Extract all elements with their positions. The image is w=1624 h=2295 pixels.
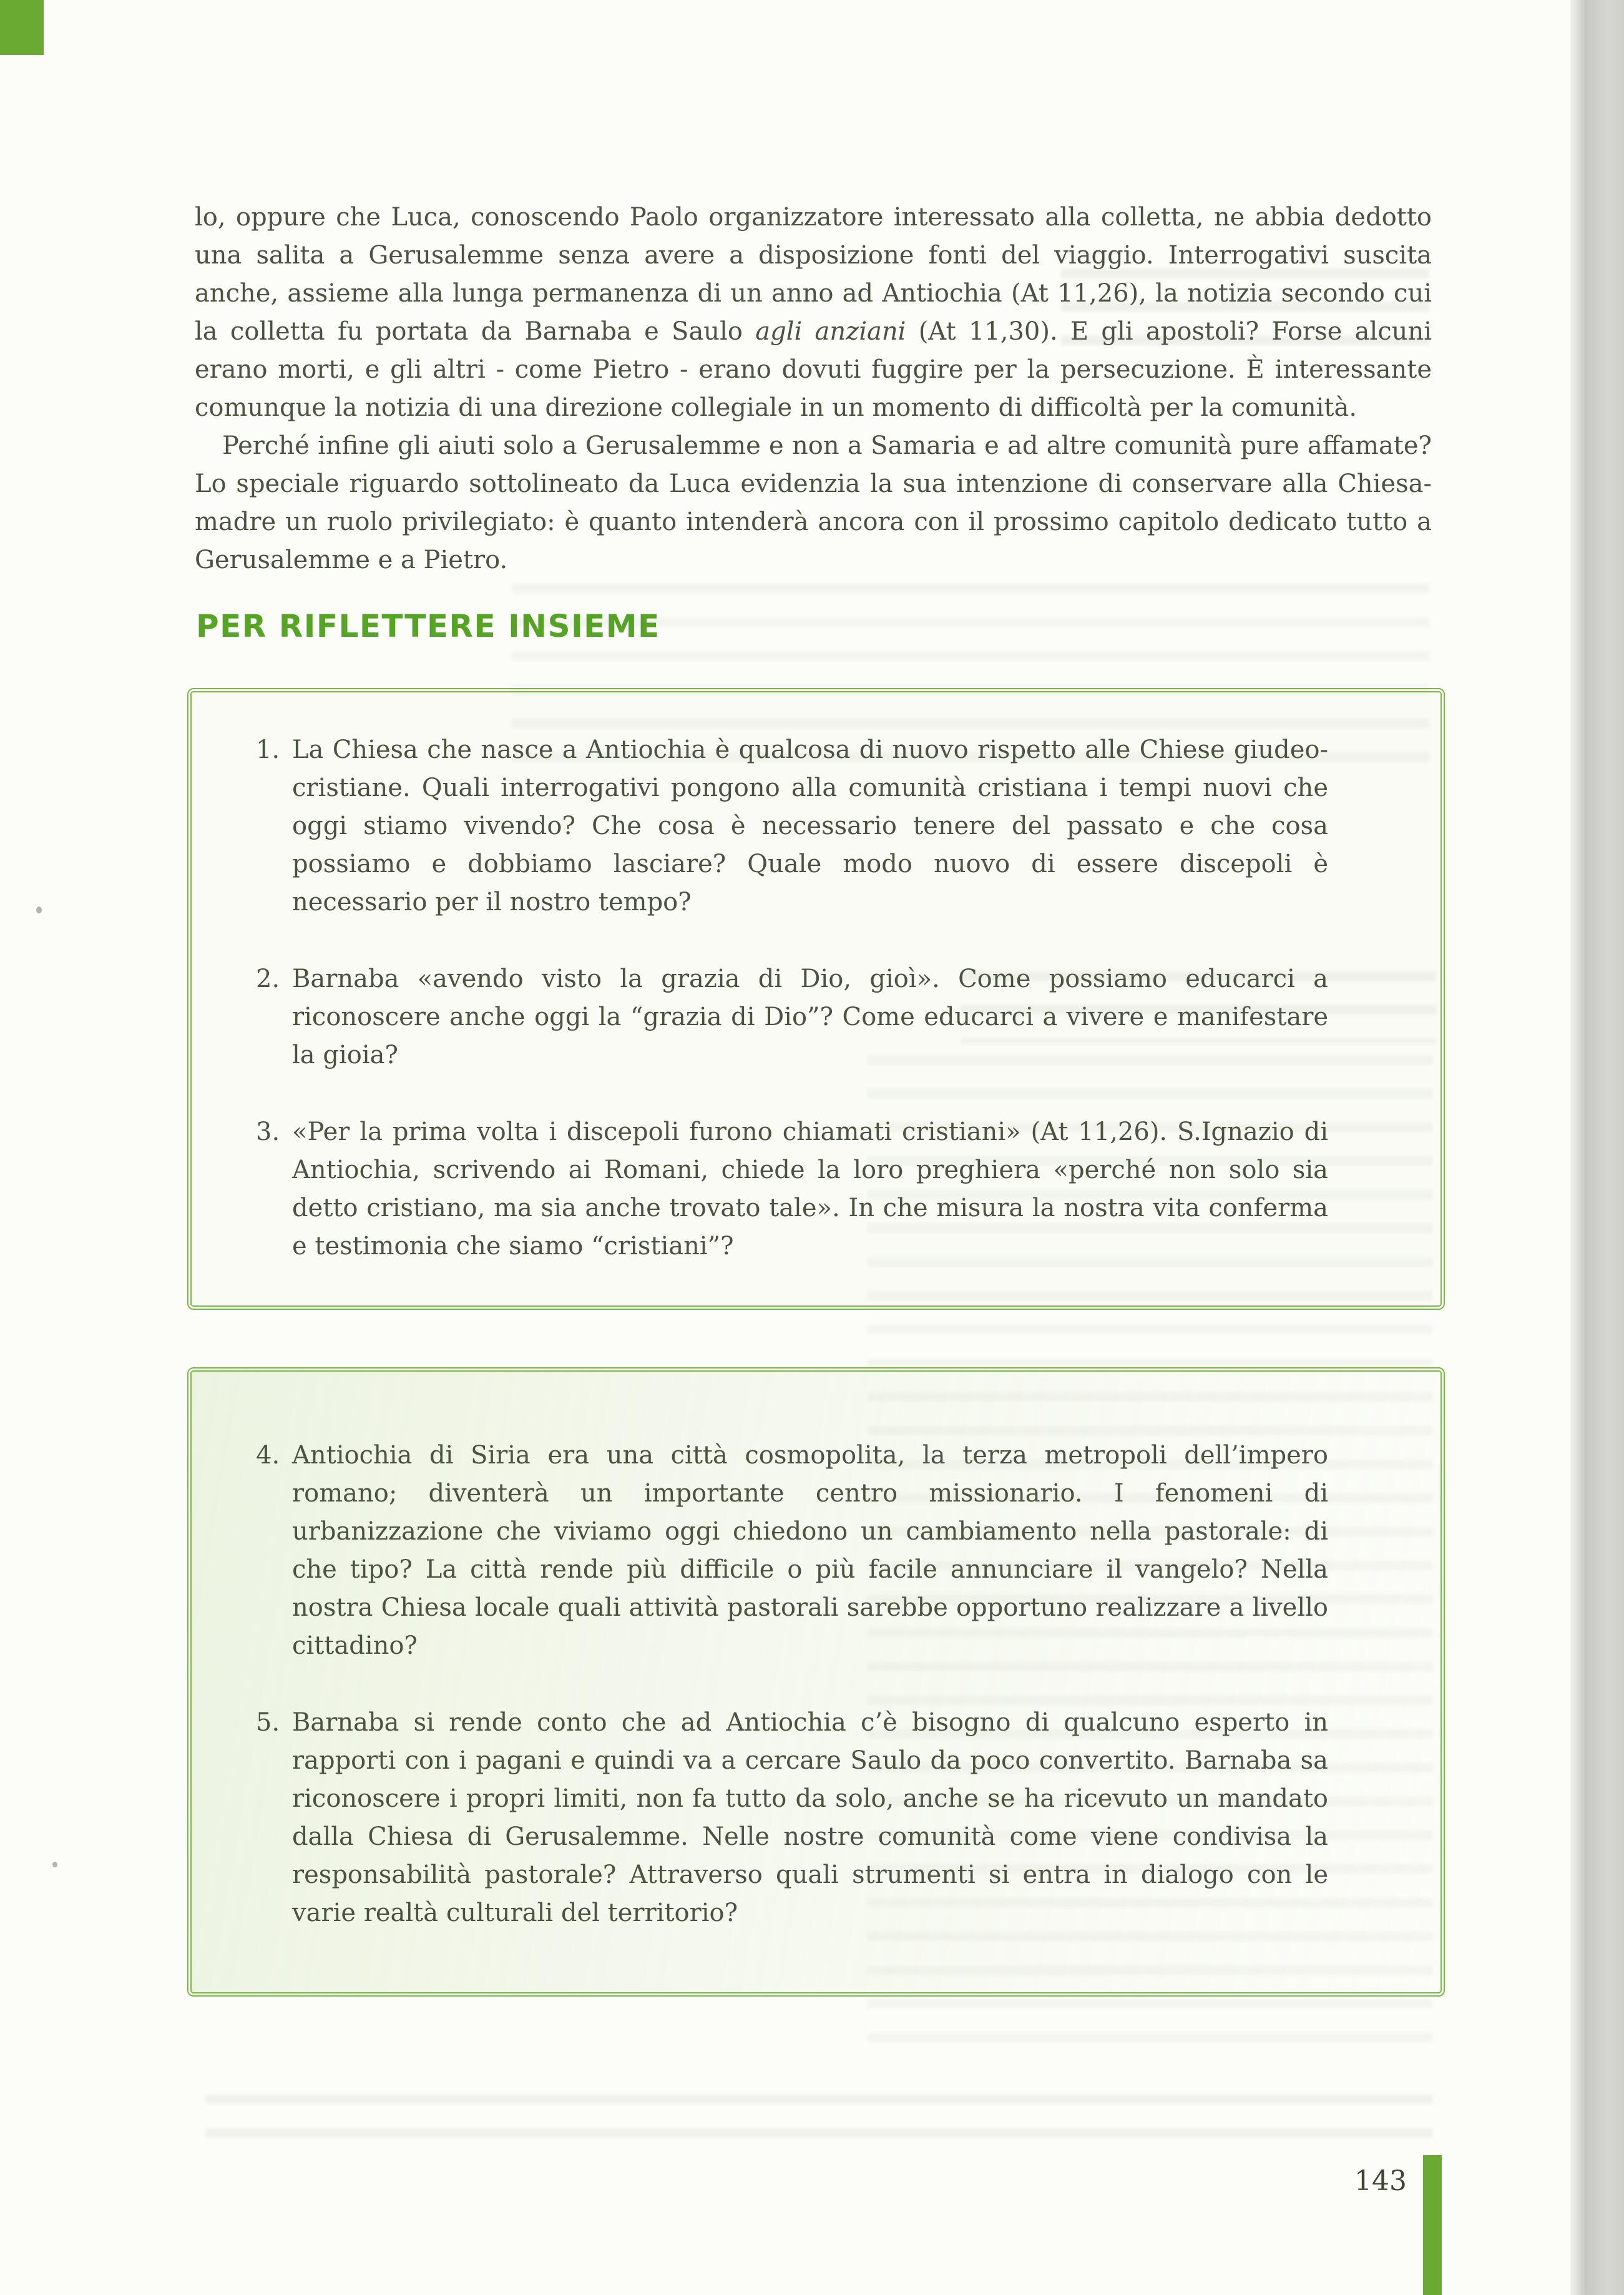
chapter-color-mark — [0, 0, 44, 55]
question-item-4 — [192, 1437, 1328, 1665]
question-text: «Per la prima volta i discepoli furono chiamati cristiani» (At 11,26). S.Ignazio di Antiochia, scrivendo ai Romani, chiede la loro preghiera «perché non solo sia detto cristiano, ma sia anche trovato tale». In che misura la nostra vita conferma e testimonia che siamo “cristiani”? — [292, 1118, 1328, 1261]
question-number: 2. — [256, 965, 280, 993]
question-text: Barnaba si rende conto che ad Antiochia c’è bisogno di qualcuno esperto in rapporti con i pagani e quindi va a cercare Saulo da poco convertito. Barnaba sa riconoscere i propri limiti, non fa tutto da solo, anche se ha ricevuto un mandato dalla Chiesa di Gerusalemme. Nelle nostre comunità come viene condivisa la responsabilità pastorale? Attraverso quali strumenti si entra in dialogo con le varie realtà culturali del territorio? — [292, 1708, 1328, 1927]
question-item-3 — [192, 1113, 1328, 1265]
question-number: 3. — [256, 1118, 280, 1146]
paragraph-text: lo, oppure che Luca, conoscendo Paolo organizzatore interessato alla colletta, ne abbia dedotto una salita a Gerusalemme senza avere a disposizione fonti del viaggio. Interrogativi suscita anche, assieme alla lunga permanenza di un anno ad Antiochia (At 11,26), la notizia secondo cui la colletta fu portata da Barnaba e Saulo — [195, 203, 1432, 346]
question-text: La Chiesa che nasce a Antiochia è qualcosa di nuovo rispetto alle Chiese giudeo-cristiane. Quali interrogativi pongono alla comunità cristiana i tempi nuovi che oggi stiamo vivendo? Che cosa è necessario tenere del passato e che cosa possiamo e dobbiamo lasciare? Quale modo nuovo di essere discepoli è necessario per il nostro tempo? — [292, 735, 1328, 917]
bleedthrough-texture — [206, 2095, 1432, 2160]
question-number: 5. — [256, 1708, 280, 1737]
questions-box-2 — [187, 1367, 1445, 1997]
italic-phrase: agli anziani — [755, 317, 906, 346]
dust-speck — [36, 907, 42, 913]
question-text: Antiochia di Siria era una città cosmopolita, la terza metropoli dell’impero romano; diventerà un importante centro missionario. I fenomeni di urbanizzazione che viviamo oggi chiedono un cambiamento nella pastorale: di che tipo? La città rende più difficile o più facile annunciare il vangelo? Nella nostra Chiesa locale quali attività pastorali sarebbe opportuno realizzare a livello cittadino? — [292, 1441, 1328, 1660]
body-paragraph-1 — [195, 199, 1432, 427]
dust-speck — [52, 1862, 57, 1867]
paragraph-text: (At 11,30). E gli apostoli? Forse alcuni erano morti, e gli altri - come Pietro - erano dovuti fuggire per la persecuzione. È interessante comunque la notizia di una direzione collegiale in un momento di difficoltà per la comunità. — [195, 317, 1432, 422]
page-content — [195, 199, 1432, 1997]
folio-green-bar — [1423, 2155, 1442, 2295]
section-heading: PER RIFLETTERE INSIEME — [196, 608, 660, 644]
question-item-2 — [192, 960, 1328, 1074]
page-edge-shadow — [1570, 0, 1624, 2295]
page-number: 143 — [1354, 2165, 1407, 2197]
page-footer — [1342, 2155, 1442, 2295]
question-item-1 — [192, 731, 1328, 921]
question-number: 1. — [256, 735, 280, 764]
question-number: 4. — [256, 1441, 280, 1470]
question-item-5 — [192, 1704, 1328, 1932]
questions-box-1 — [187, 688, 1445, 1310]
question-text: Barnaba «avendo visto la grazia di Dio, gioì». Come possiamo educarci a riconoscere anche oggi la “grazia di Dio”? Come educarci a vivere e manifestare la gioia? — [292, 965, 1328, 1069]
body-paragraph-2: Perché infine gli aiuti solo a Gerusalemme e non a Samaria e ad altre comunità pure affamate? Lo speciale riguardo sottolineato da Luca evidenzia la sua intenzione di conservare alla Chiesa-madre un ruolo privilegiato: è quanto intenderà ancora con il prossimo capitolo dedicato tutto a Gerusalemme e a Pietro. — [195, 431, 1432, 574]
